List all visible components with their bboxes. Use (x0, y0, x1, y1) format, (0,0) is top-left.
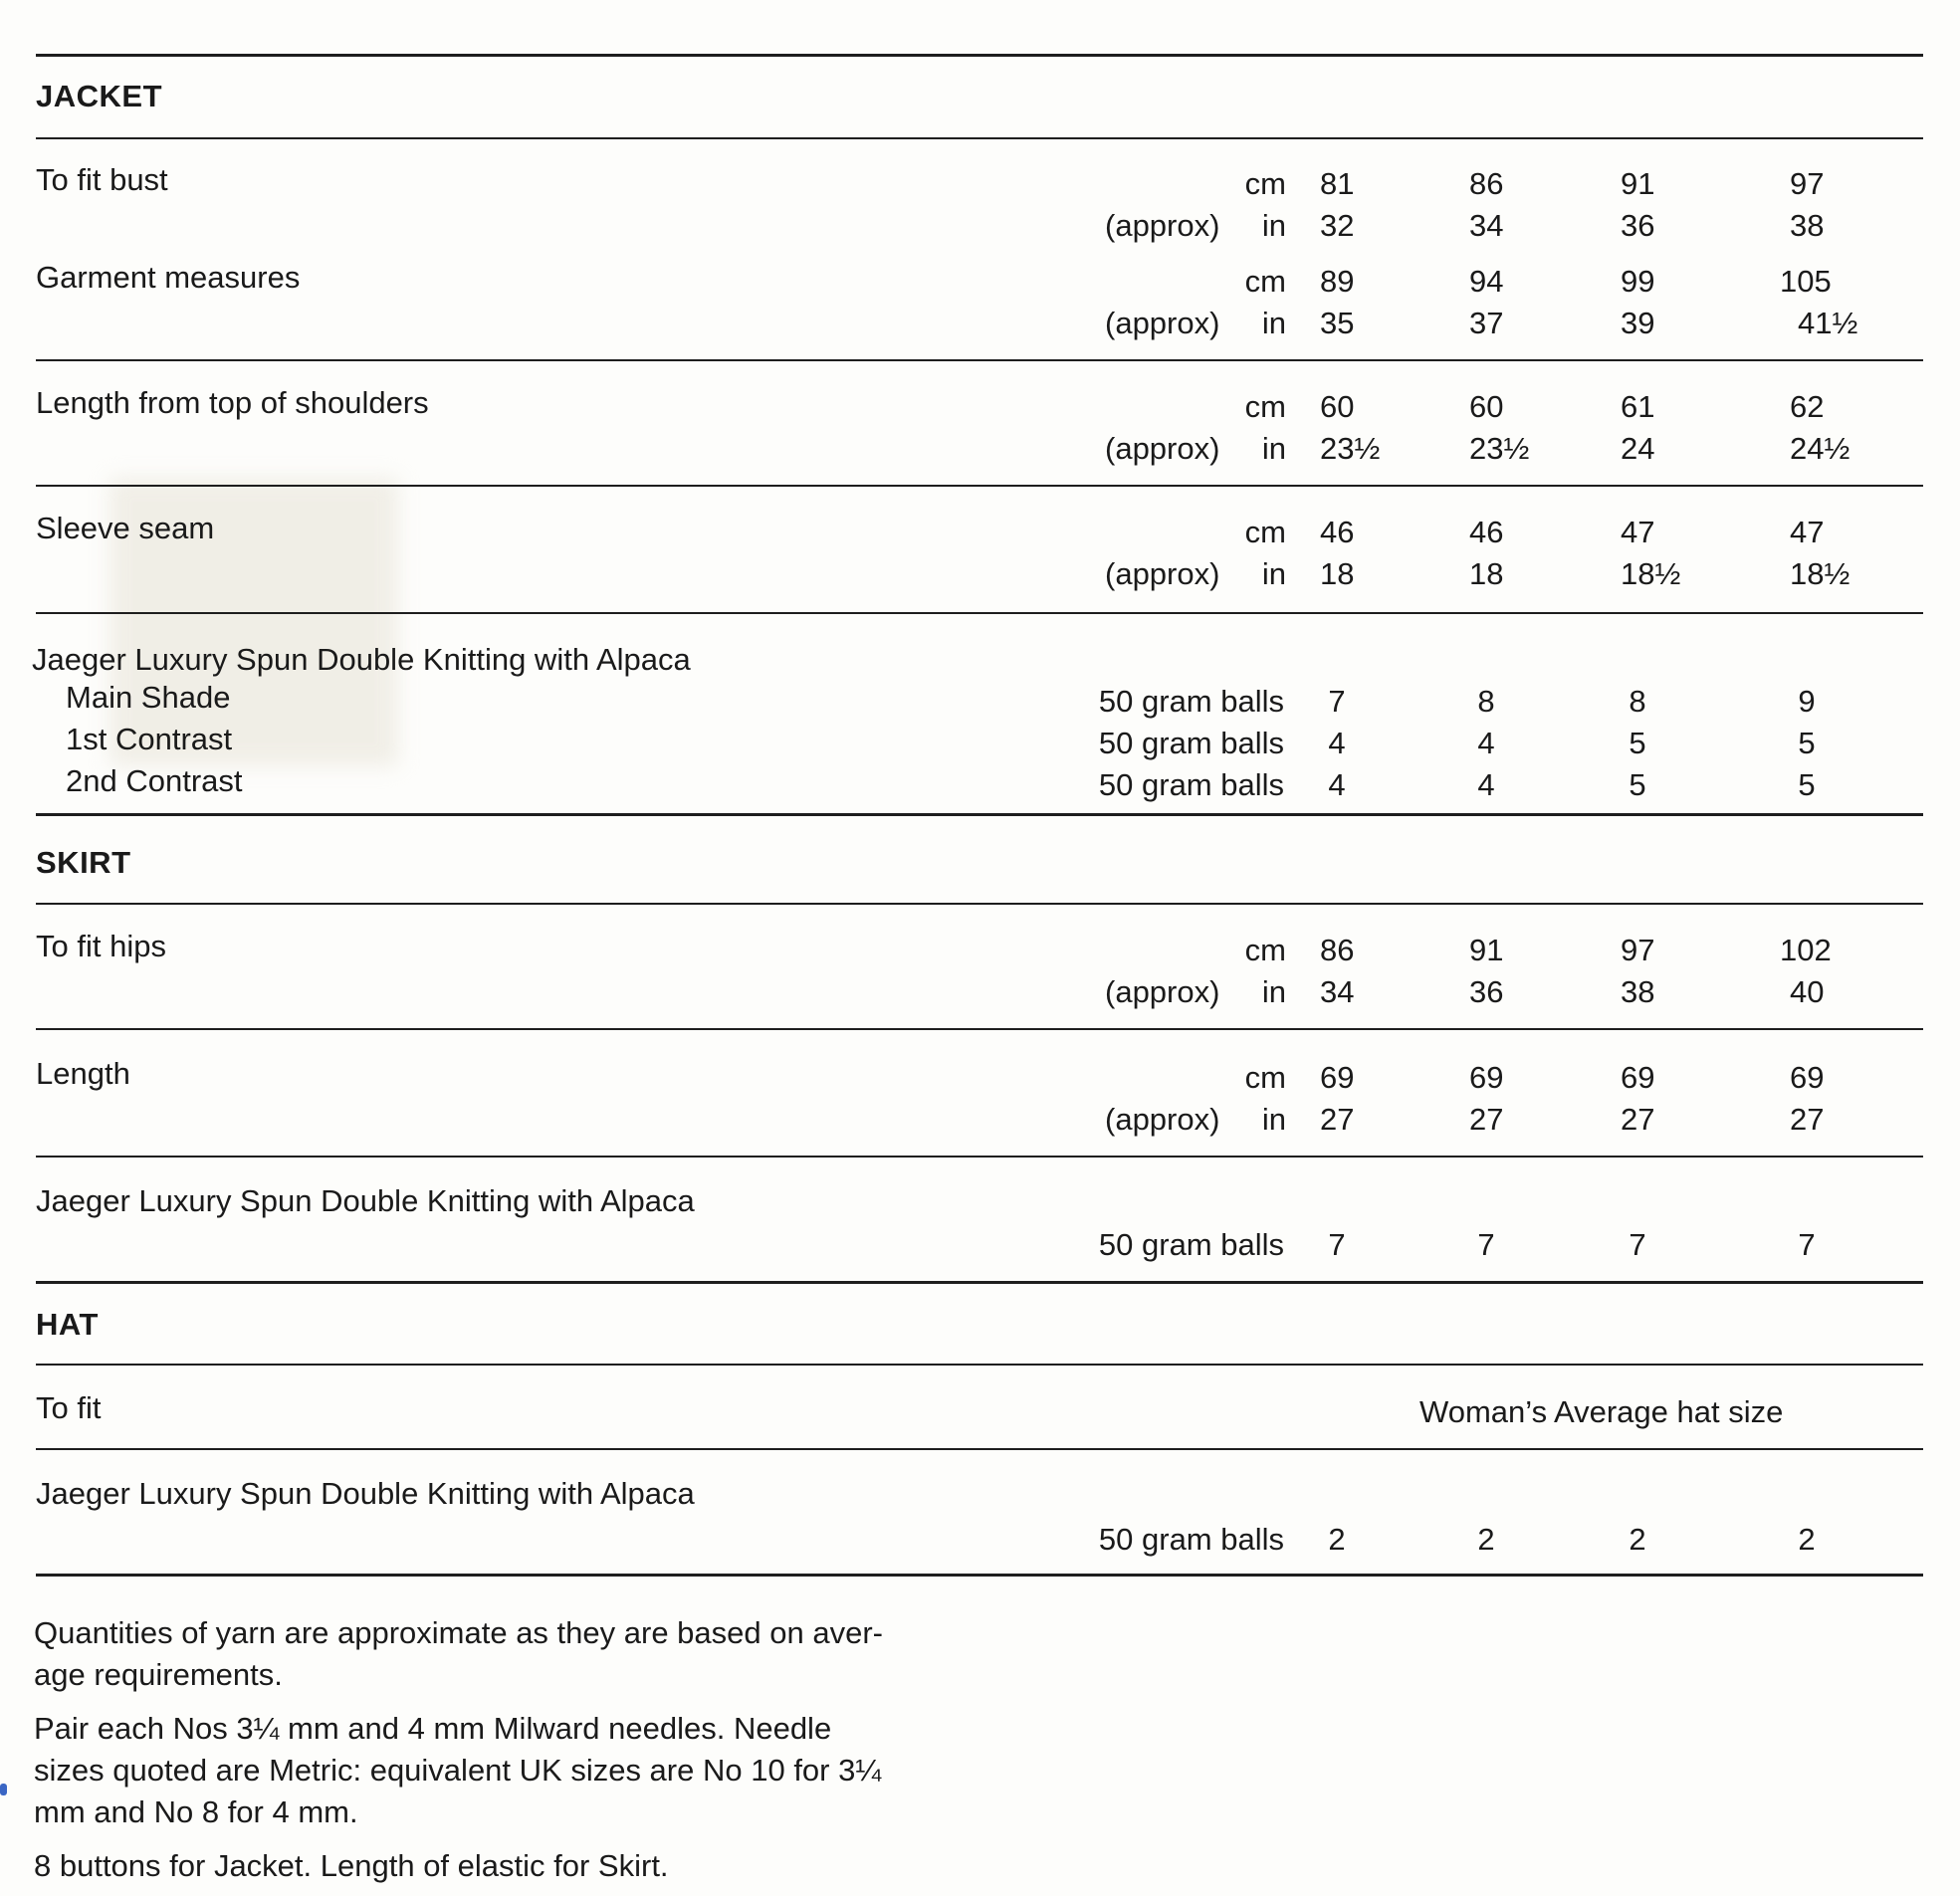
label-garment: Garment measures (36, 260, 301, 295)
value-cell: 23½ (1469, 431, 1530, 466)
value-cell: 27 (1790, 1102, 1825, 1137)
unit-approx: (approx) (1105, 431, 1220, 466)
divider (36, 359, 1923, 361)
skirt-heading: SKIRT (36, 845, 131, 880)
value-cell: 35 (1320, 306, 1355, 340)
unit-cm: cm (1244, 264, 1286, 299)
label-main-shade: Main Shade (66, 680, 231, 715)
value-cell: 40 (1790, 974, 1825, 1009)
value-cell: 18½ (1621, 556, 1681, 591)
divider (36, 903, 1923, 905)
note-needles-line: Pair each Nos 3¼ mm and 4 mm Milward needles. Needle (34, 1711, 832, 1746)
ink-mark (0, 1784, 7, 1795)
unit-balls: 50 gram balls (1098, 767, 1284, 802)
hat-heading: HAT (36, 1307, 99, 1342)
value-cell: 27 (1621, 1102, 1655, 1137)
unit-in: in (1261, 1102, 1286, 1137)
value-cell: 4 (1328, 767, 1346, 802)
unit-cm: cm (1244, 933, 1286, 967)
value-cell: 27 (1469, 1102, 1504, 1137)
unit-approx: (approx) (1105, 974, 1220, 1009)
value-cell: 86 (1320, 933, 1355, 967)
value-cell: 60 (1320, 389, 1355, 424)
label-yarn: Jaeger Luxury Spun Double Knitting with Alpaca (36, 1183, 695, 1218)
value-cell: 34 (1469, 208, 1504, 243)
value-cell: 97 (1790, 166, 1825, 201)
label-sleeve-seam: Sleeve seam (36, 511, 215, 545)
value-cell: 46 (1320, 515, 1355, 549)
unit-balls: 50 gram balls (1098, 1522, 1284, 1557)
value-cell: 7 (1798, 1227, 1816, 1262)
value-cell: 7 (1328, 1227, 1346, 1262)
unit-in: in (1261, 556, 1286, 591)
label-length: Length (36, 1056, 130, 1091)
value-cell: 105 (1780, 264, 1832, 299)
value-cell: 5 (1629, 726, 1646, 760)
top-rule (36, 54, 1923, 57)
unit-approx: (approx) (1105, 306, 1220, 340)
value-cell: 18 (1320, 556, 1355, 591)
value-cell: 47 (1621, 515, 1655, 549)
value-cell: 91 (1469, 933, 1504, 967)
label-contrast-1: 1st Contrast (66, 722, 233, 756)
unit-in: in (1261, 208, 1286, 243)
value-cell: 7 (1328, 684, 1346, 719)
unit-cm: cm (1244, 389, 1286, 424)
value-cell: 36 (1469, 974, 1504, 1009)
value-cell: 69 (1320, 1060, 1355, 1095)
label-fit-hips: To fit hips (36, 929, 166, 963)
value-cell: 2 (1629, 1522, 1646, 1557)
value-cell: 41½ (1798, 306, 1858, 340)
note-buttons: 8 buttons for Jacket. Length of elastic for Skirt. (34, 1848, 669, 1883)
value-cell: 46 (1469, 515, 1504, 549)
value-cell: 5 (1629, 767, 1646, 802)
value-cell: 81 (1320, 166, 1355, 201)
value-cell: 8 (1629, 684, 1646, 719)
unit-balls: 50 gram balls (1098, 726, 1284, 760)
value-cell: 69 (1621, 1060, 1655, 1095)
value-cell: 37 (1469, 306, 1504, 340)
label-fit-bust: To fit bust (36, 162, 168, 197)
divider (36, 1574, 1923, 1577)
value-cell: 69 (1790, 1060, 1825, 1095)
value-cell: 97 (1621, 933, 1655, 967)
unit-balls: 50 gram balls (1098, 684, 1284, 719)
note-quantities-line: Quantities of yarn are approximate as they are based on aver- (34, 1615, 883, 1650)
value-cell: 32 (1320, 208, 1355, 243)
value-cell: 4 (1477, 726, 1495, 760)
label-length-shoulders: Length from top of shoulders (36, 385, 429, 420)
value-cell: 60 (1469, 389, 1504, 424)
value-cell: 47 (1790, 515, 1825, 549)
unit-approx: (approx) (1105, 556, 1220, 591)
value-cell: 38 (1790, 208, 1825, 243)
label-yarn: Jaeger Luxury Spun Double Knitting with Alpaca (36, 1476, 695, 1511)
unit-approx: (approx) (1105, 1102, 1220, 1137)
value-cell: 91 (1621, 166, 1655, 201)
divider (36, 1156, 1923, 1158)
divider (36, 813, 1923, 816)
divider (36, 1028, 1923, 1030)
value-cell: 4 (1477, 767, 1495, 802)
value-cell: 69 (1469, 1060, 1504, 1095)
value-cell: 24½ (1790, 431, 1851, 466)
unit-in: in (1261, 431, 1286, 466)
unit-in: in (1261, 974, 1286, 1009)
value-cell: 39 (1621, 306, 1655, 340)
value-cell: 99 (1621, 264, 1655, 299)
value-cell: 5 (1798, 767, 1816, 802)
value-cell: 89 (1320, 264, 1355, 299)
value-cell: 7 (1477, 1227, 1495, 1262)
value-cell: 62 (1790, 389, 1825, 424)
value-cell: 61 (1621, 389, 1655, 424)
value-cell: 27 (1320, 1102, 1355, 1137)
note-needles-line: sizes quoted are Metric: equivalent UK sizes are No 10 for 3¼ (34, 1753, 882, 1788)
value-cell: 2 (1477, 1522, 1495, 1557)
value-cell: 86 (1469, 166, 1504, 201)
value-cell: 8 (1477, 684, 1495, 719)
divider (36, 1364, 1923, 1366)
unit-cm: cm (1244, 1060, 1286, 1095)
value-cell: 2 (1328, 1522, 1346, 1557)
unit-approx: (approx) (1105, 208, 1220, 243)
unit-balls: 50 gram balls (1098, 1227, 1284, 1262)
label-to-fit: To fit (36, 1390, 102, 1425)
divider (36, 612, 1923, 614)
value-cell: 5 (1798, 726, 1816, 760)
unit-cm: cm (1244, 515, 1286, 549)
divider (36, 1281, 1923, 1284)
divider (36, 1448, 1923, 1450)
value-cell: 7 (1629, 1227, 1646, 1262)
unit-cm: cm (1244, 166, 1286, 201)
value-cell: 24 (1621, 431, 1655, 466)
value-cell: 36 (1621, 208, 1655, 243)
value-cell: 94 (1469, 264, 1504, 299)
label-contrast-2: 2nd Contrast (66, 763, 243, 798)
value-cell: 23½ (1320, 431, 1381, 466)
unit-in: in (1261, 306, 1286, 340)
value-cell: 4 (1328, 726, 1346, 760)
divider (36, 137, 1923, 139)
value-cell: 2 (1798, 1522, 1816, 1557)
value-cell: 18½ (1790, 556, 1851, 591)
jacket-heading: JACKET (36, 79, 163, 113)
note-needles-line: mm and No 8 for 4 mm. (34, 1794, 358, 1829)
value-cell: 38 (1621, 974, 1655, 1009)
label-yarn: Jaeger Luxury Spun Double Knitting with Alpaca (32, 642, 691, 677)
value-cell: 9 (1798, 684, 1816, 719)
value-cell: 34 (1320, 974, 1355, 1009)
hat-size-value: Woman’s Average hat size (1419, 1394, 1784, 1429)
value-cell: 102 (1780, 933, 1832, 967)
divider (36, 485, 1923, 487)
value-cell: 18 (1469, 556, 1504, 591)
note-quantities-line: age requirements. (34, 1657, 283, 1692)
